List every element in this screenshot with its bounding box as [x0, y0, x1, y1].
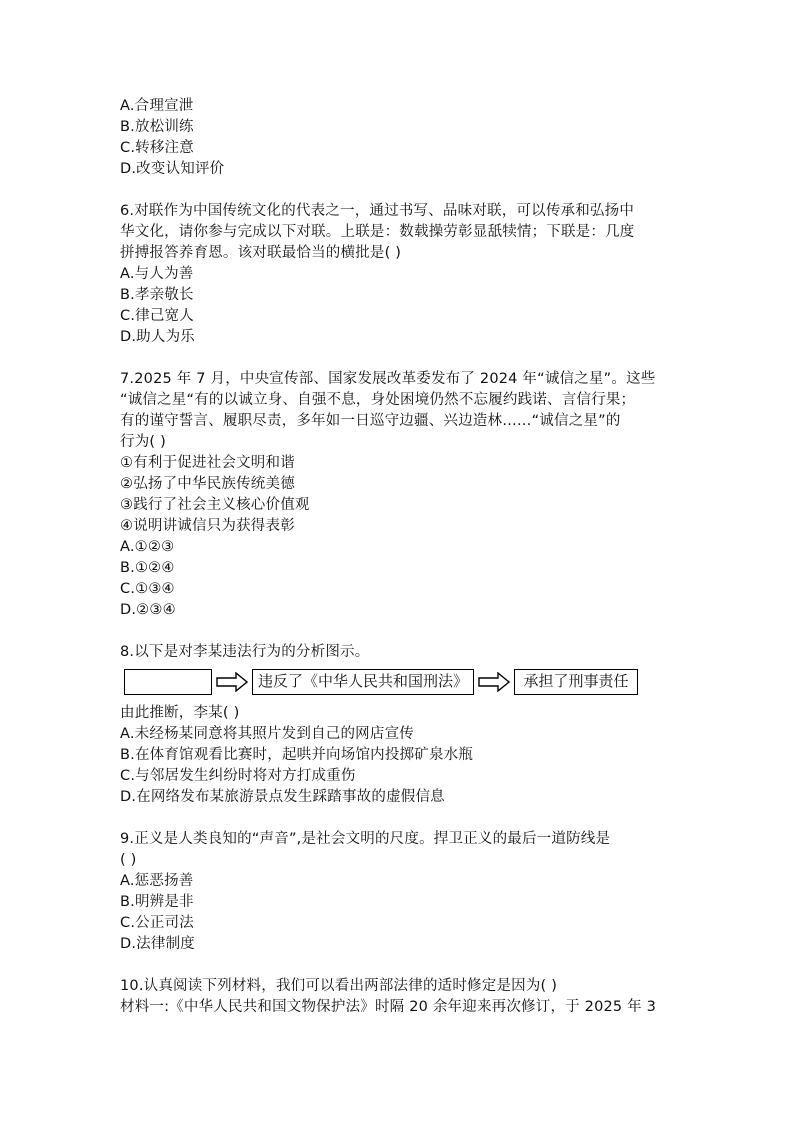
question-stem-line: 材料一:《中华人民共和国文物保护法》时隔 20 余年迎来再次修订，于 2025 年 3 — [120, 999, 657, 1015]
question-stem-line: 拼搏报答养育恩。该对联最恰当的横批是( ) — [120, 245, 402, 261]
option-c: C.①③④ — [120, 581, 175, 597]
option-a: A.惩恶扬善 — [120, 873, 194, 889]
liability-box: 承担了刑事责任 — [514, 669, 638, 695]
question-stem: 8.以下是对李某违法行为的分析图示。 — [120, 644, 370, 660]
option-c: C.转移注意 — [120, 140, 194, 156]
option-a: A.与人为善 — [120, 266, 194, 282]
option-d: D.②③④ — [120, 602, 176, 618]
question-followup: 由此推断，李某( ) — [120, 705, 240, 721]
question-5-options — [120, 96, 680, 180]
question-stem-line: 华文化，请你参与完成以下对联。上联是：数载操劳彰显舐犊情；下联是：几度 — [120, 224, 635, 240]
document-page — [120, 96, 680, 1018]
question-6 — [120, 201, 680, 348]
option-b: B.在体育馆观看比赛时，起哄并向场馆内投掷矿泉水瓶 — [120, 747, 474, 763]
question-stem-line: 6.对联作为中国传统文化的代表之一，通过书写、品味对联，可以传承和弘扬中 — [120, 203, 635, 219]
option-c: C.与邻居发生纠纷时将对方打成重伤 — [120, 768, 356, 784]
double-arrow-icon — [216, 672, 248, 692]
question-8 — [120, 642, 680, 808]
option-c: C.公正司法 — [120, 915, 194, 931]
blank-box — [124, 669, 212, 695]
question-stem-line: 10.认真阅读下列材料，我们可以看出两部法律的适时修定是因为( ) — [120, 978, 558, 994]
question-10 — [120, 976, 680, 1018]
option-a: A.未经杨某同意将其照片发到自己的网店宣传 — [120, 726, 414, 742]
option-d: D.改变认知评价 — [120, 161, 225, 177]
question-stem-line: 9.正义是人类良知的“声音”,是社会文明的尺度。捍卫正义的最后一道防线是 — [120, 831, 611, 847]
option-b: B.①②④ — [120, 560, 175, 576]
question-9 — [120, 829, 680, 955]
option-d: D.助人为乐 — [120, 329, 195, 345]
option-a: A.①②③ — [120, 539, 175, 555]
statement-3: ③践行了社会主义核心价值观 — [120, 497, 310, 513]
option-d: D.法律制度 — [120, 936, 195, 952]
option-b: B.放松训练 — [120, 119, 194, 135]
analysis-diagram — [124, 667, 680, 701]
statement-4: ④说明讲诚信只为获得表彰 — [120, 518, 295, 534]
statement-2: ②弘扬了中华民族传统美德 — [120, 476, 295, 492]
question-stem-line: 有的谨守誓言、履职尽责，多年如一日巡守边疆、兴边造林……“诚信之星”的 — [120, 413, 621, 429]
option-a: A.合理宣泄 — [120, 98, 194, 114]
option-d: D.在网络发布某旅游景点发生踩踏事故的虚假信息 — [120, 789, 445, 805]
question-7 — [120, 369, 680, 621]
question-stem-line: 行为( ) — [120, 434, 166, 450]
question-stem-line: 7.2025 年 7 月，中央宣传部、国家发展改革委发布了 2024 年“诚信之星”。这些 — [120, 371, 656, 387]
option-b: B.孝亲敬长 — [120, 287, 194, 303]
option-b: B.明辨是非 — [120, 894, 194, 910]
double-arrow-icon — [478, 672, 510, 692]
law-violation-box: 违反了《中华人民共和国刑法》 — [252, 669, 474, 695]
question-stem-line: ( ) — [120, 852, 137, 868]
option-c: C.律己宽人 — [120, 308, 194, 324]
question-stem-line: “诚信之星“有的以诚立身、自强不息，身处困境仍然不忘履约践诺、言信行果； — [120, 392, 636, 408]
statement-1: ①有利于促进社会文明和谐 — [120, 455, 295, 471]
